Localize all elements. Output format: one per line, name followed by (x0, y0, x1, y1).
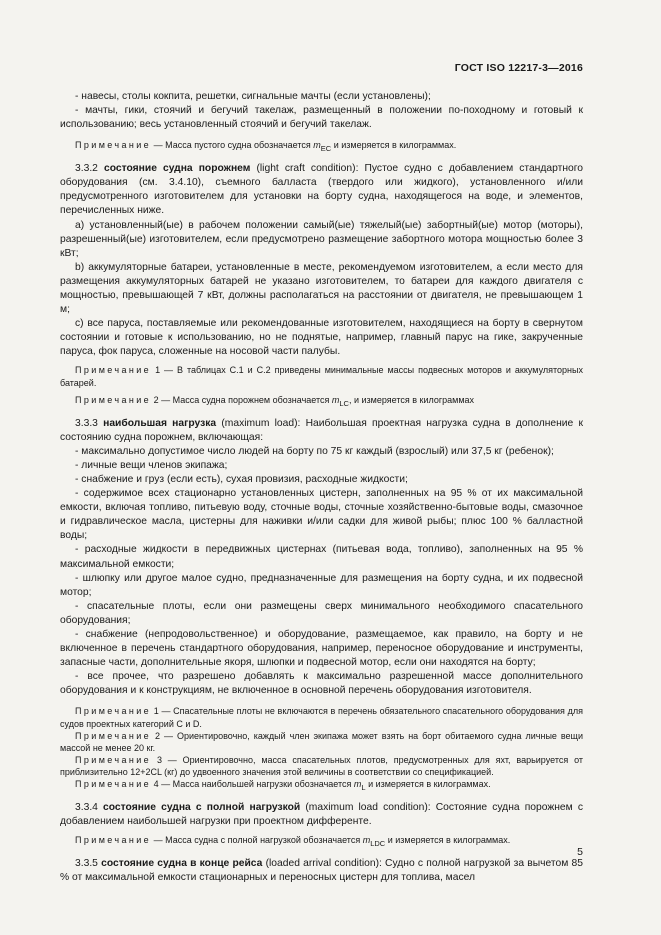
note: Примечание 1 — В таблицах С.1 и С.2 приведены минимальные массы подвесных моторов и аккумуляторных батарей. (60, 365, 583, 388)
term: состояние судна порожнем (103, 163, 251, 175)
note: Примечание 3 — Ориентировочно, масса спасательных плотов, предусмотренных для яхт, варьируется от приблизительно 12+2CL (кг) до удвоенного значения этой величины в соответствии со спецификацией. (60, 754, 583, 777)
note: Примечание 4 — Масса наибольшей нагрузки обозначается $m_L$ и измеряется в килограммах. (75, 779, 491, 792)
note-label: Примечание (75, 706, 152, 717)
list-item: - снабжение (непродовольственное) и оборудование, размещаемое, как правило, на борту и не включенное в перечень стандартного оборудования, например, переносное оборудование и инструменты, запасные части, дополнительные якоря, шлюпки и подвесной мотор, если они находятся на борту; (60, 628, 583, 669)
term: наибольшая нагрузка (103, 417, 217, 429)
definition-3-3-5: 3.3.5 состояние судна в конце рейса (loaded arrival condition): Судно с полной нагрузкой за вычетом 85 % от максимальной емкости стационарных и переносных цистерн для топлива, масел (60, 857, 583, 884)
subscript: LC (339, 398, 349, 408)
note-label: Примечание (75, 730, 152, 741)
definition-3-3-2: 3.3.2 состояние судна порожнем (light craft condition): Пустое судно с добавлением стандартного оборудования (см. 3.4.10), съемного балласта (твердого или жидкого), установленного и/или предусмотренного изготовителем для установки на борту судна, находящегося на воде, и элементов, перечисленных ниже. (60, 163, 583, 217)
note-label: Примечание (75, 140, 152, 151)
list-item: - максимально допустимое число людей на борту по 75 кг каждый (взрослый) или 37,5 кг (ребенок); (75, 445, 554, 457)
note: Примечание — Масса судна с полной нагрузкой обозначается $m_{LDC}$ и измеряется в килограммах. (75, 835, 511, 848)
list-item: - расходные жидкости в передвижных цистернах (питьевая вода, топливо), заполненных на 95 % максимальной емкости; (60, 544, 583, 570)
list-item: - все прочее, что разрешено добавлять к максимально разрешенной массе дополнительного оборудования и к конструкциям, не включенное в основной перечень оборудования изготовителя. (60, 671, 583, 697)
page-number: 5 (577, 846, 583, 858)
note: Примечание 2 — Масса судна порожнем обозначается $m_{LC}$, и измеряется в килограммах (75, 394, 475, 408)
note-label: Примечание (75, 835, 152, 846)
document-header: ГОСТ ISO 12217-3—2016 (454, 62, 583, 74)
list-item: - снабжение и груз (если есть), сухая провизия, расходные жидкости; (75, 473, 408, 485)
note-label: Примечание (75, 394, 152, 405)
list-item: - мачты, гики, стоячий и бегучий такелаж, размещенный в положении по-походному и готовый к использованию; весь установленный стоячий и бегучий такелаж. (60, 105, 583, 131)
subscript: LDC (370, 838, 386, 848)
subscript: EC (320, 144, 332, 154)
list-item: - личные вещи членов экипажа; (75, 459, 228, 471)
list-item: c) все паруса, поставляемые или рекомендованные изготовителем, находящиеся на борту в свернутом состоянии и готовые к использованию, но не поднятые, например, главный парус на гике, закрученные паруса, фок паруса, сложенные на носовой части палубы. (60, 318, 583, 358)
term: состояние судна в конце рейса (101, 857, 263, 869)
list-item: - спасательные плоты, если они размещены сверх минимального необходимого спасательного оборудования; (60, 600, 583, 626)
document-body (60, 90, 583, 885)
list-item: - содержимое всех стационарно установленных цистерн, заполненных на 95 % от их максимальной емкости, включая топливо, питьевую воду, сточные воды, сточные хозяйственно-бытовые воды, смазочное и гидравлическое масла, цистерны для наживки и/или садки для живой рыбы; плюс 100 % балластной воды; (60, 488, 583, 542)
note-label: Примечание (75, 779, 152, 789)
note: Примечание 2 — Ориентировочно, каждый член экипажа может взять на борт обитаемого судна личные вещи массой не менее 20 кг. (60, 730, 583, 753)
note-label: Примечание (75, 754, 152, 765)
note: Примечание 1 — Спасательные плоты не включаются в перечень обязательного спасательного оборудования для судов проектных категорий С и D. (60, 706, 583, 729)
list-item: а) установленный(ые) в рабочем положении самый(ые) тяжелый(ые) забортный(ые) мотор (моторы), разрешенный(ые) изготовителем, если предусмотрено размещение забортного мотора мощностью более 3 кВт; (60, 219, 583, 259)
note: Примечание — Масса пустого судна обозначается $m_{EC}$ и измеряется в килограммах. (75, 140, 457, 154)
list-item: b) аккумуляторные батареи, установленные в месте, рекомендуемом изготовителем, а если место для размещения аккумуляторных батарей не указано изготовителем, то батареи для каждого двигателя с мощностью, превышающей 7 кВт, должны располагаться на расстоянии от двигателя, не превышающем 1 м; (60, 261, 583, 316)
definition-3-3-3: 3.3.3 наибольшая нагрузка (maximum load): Наибольшая проектная нагрузка судна в дополнение к состоянию судна порожнем, включающая: (60, 417, 583, 443)
list-item: - шлюпку или другое малое судно, предназначенные для размещения на борту судна, и их подвесной мотор; (60, 572, 583, 598)
definition-3-3-4: 3.3.4 состояние судна с полной нагрузкой (maximum load condition): Состояние судна порожнем с добавлением наибольшей нагрузки при проектном дифференте. (60, 801, 584, 827)
list-item: - навесы, столы кокпита, решетки, сигнальные мачты (если установлены); (75, 91, 431, 102)
subscript: L (361, 782, 366, 792)
note-label: Примечание (75, 365, 152, 376)
term: состояние судна с полной нагрузкой (103, 801, 301, 813)
